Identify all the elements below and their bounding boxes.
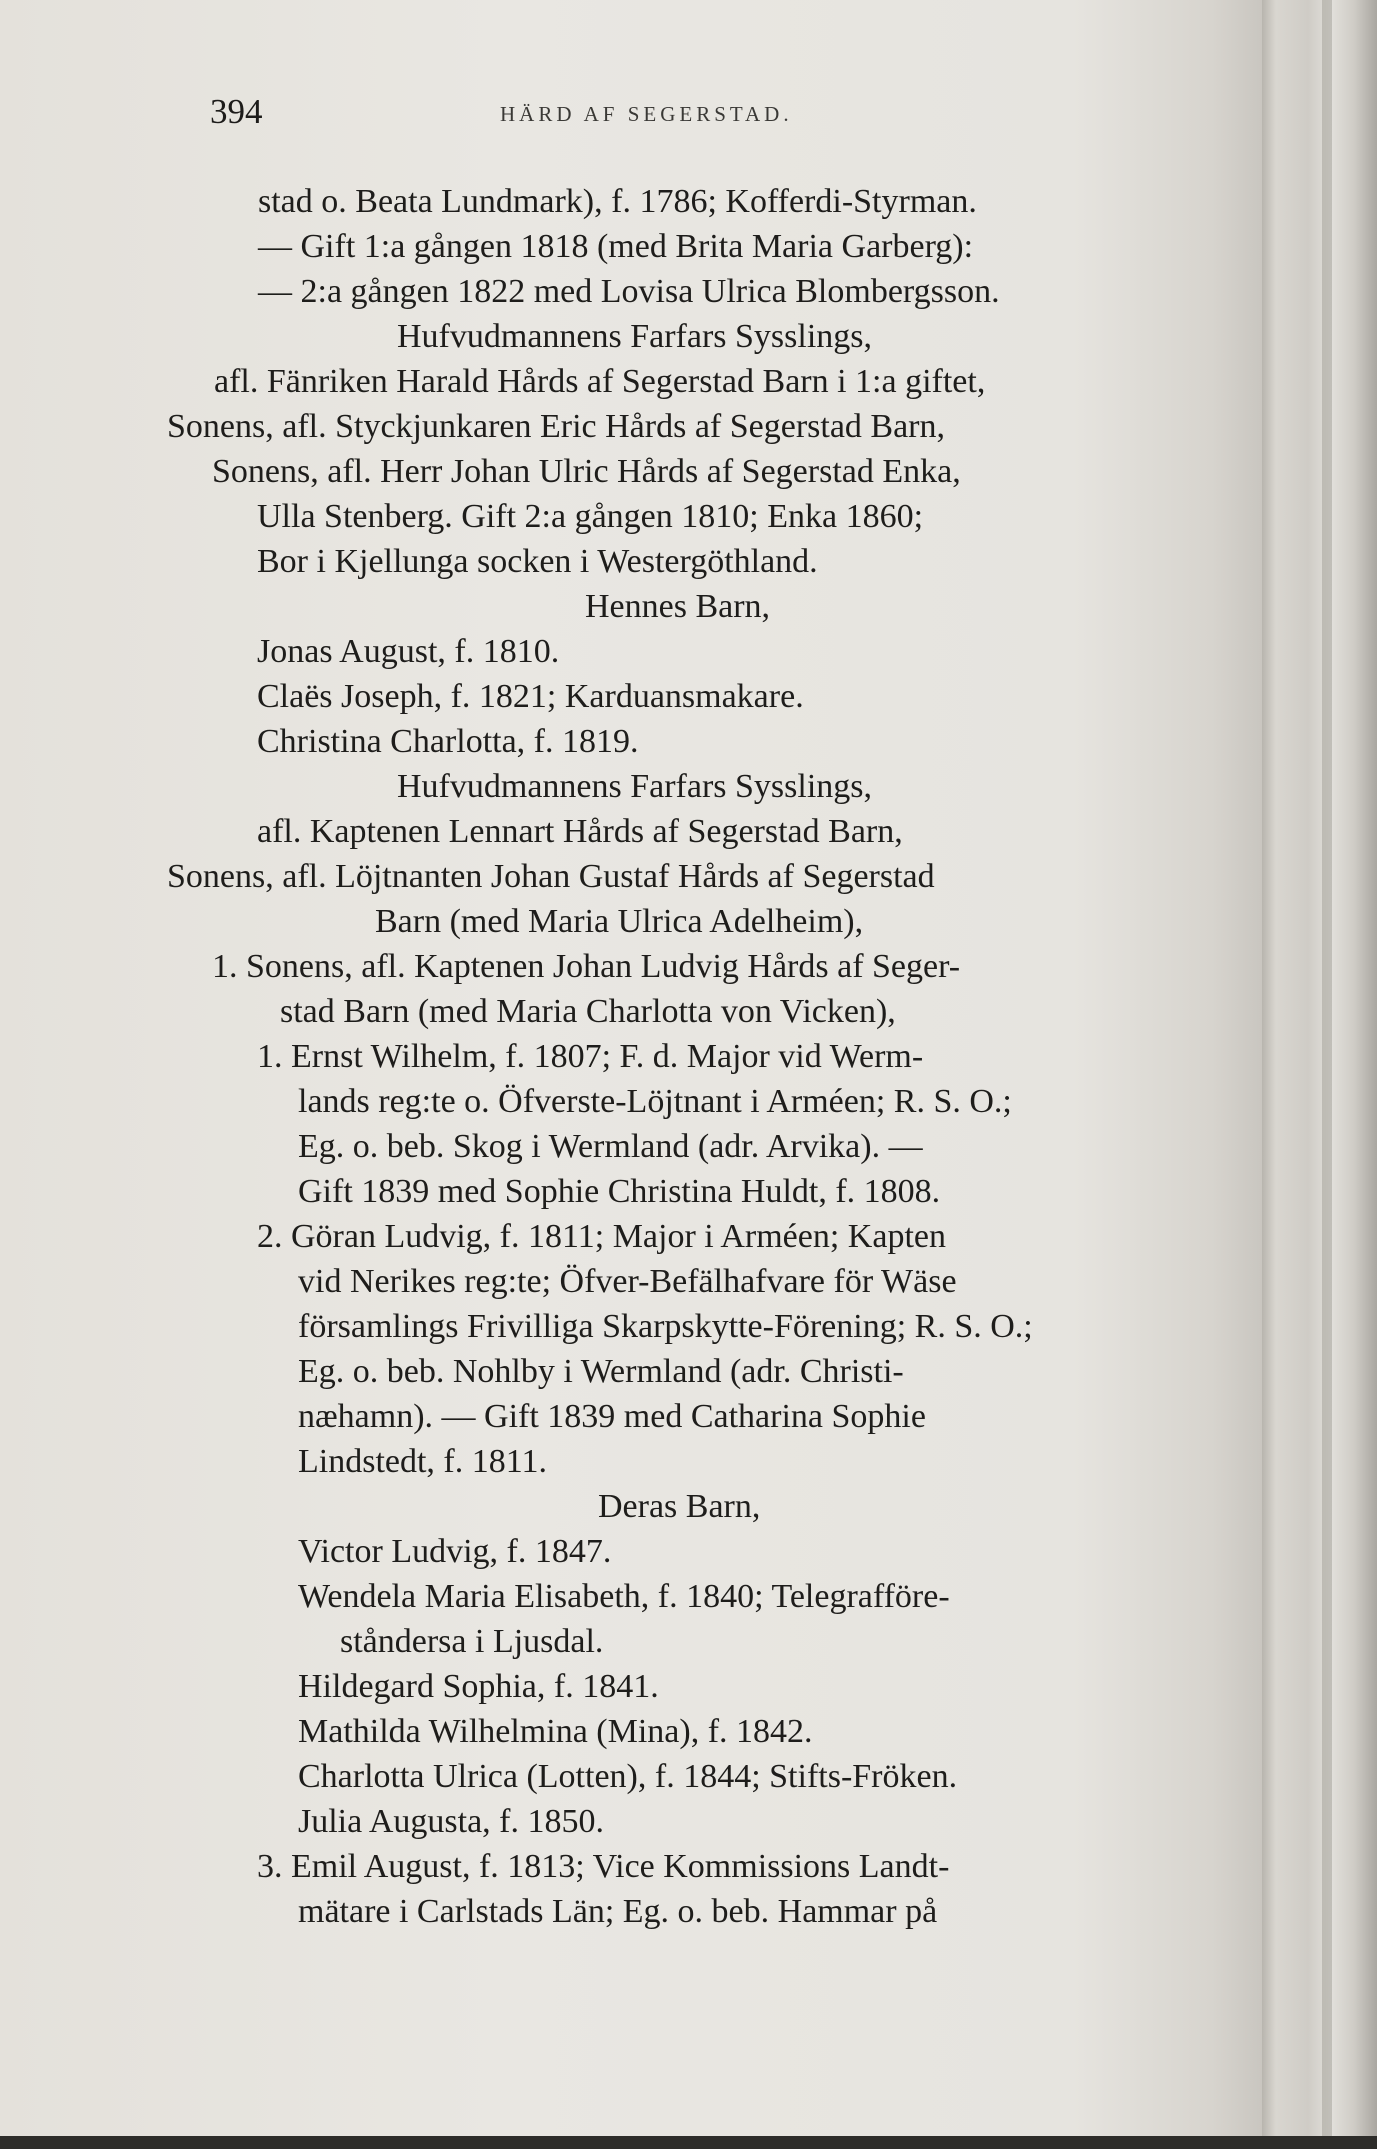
text-line: næhamn). — Gift 1839 med Catharina Sophie — [298, 1398, 926, 1435]
text-line: Jonas August, f. 1810. — [257, 633, 560, 670]
text-line: Claës Joseph, f. 1821; Karduansmakare. — [257, 678, 804, 715]
text-line: afl. Fänriken Harald Hårds af Segerstad Barn i 1:a giftet, — [214, 363, 986, 400]
text-line: Hennes Barn, — [585, 588, 771, 625]
text-line: 2. Göran Ludvig, f. 1811; Major i Arméen; Kapten — [257, 1218, 946, 1255]
bottom-shadow — [0, 2136, 1377, 2149]
text-line: stad Barn (med Maria Charlotta von Vicken), — [280, 993, 896, 1030]
text-line: — 2:a gången 1822 med Lovisa Ulrica Blombergsson. — [258, 273, 1000, 310]
text-line: församlings Frivilliga Skarpskytte-Förening; R. S. O.; — [298, 1308, 1033, 1345]
text-line: ståndersa i Ljusdal. — [340, 1623, 604, 1660]
text-line: Bor i Kjellunga socken i Westergöthland. — [257, 543, 818, 580]
text-line: Gift 1839 med Sophie Christina Huldt, f. 1808. — [298, 1173, 941, 1210]
text-line: Deras Barn, — [598, 1488, 761, 1525]
text-line: Sonens, afl. Styckjunkaren Eric Hårds af Segerstad Barn, — [167, 408, 945, 445]
text-line: vid Nerikes reg:te; Öfver-Befälhafvare för Wäse — [298, 1263, 957, 1300]
page-number: 394 — [210, 92, 263, 131]
running-head: HÄRD AF SEGERSTAD. — [500, 102, 793, 126]
text-line: Sonens, afl. Löjtnanten Johan Gustaf Hårds af Segerstad — [167, 858, 935, 895]
text-line: Hufvudmannens Farfars Sysslings, — [397, 318, 873, 355]
text-line: 1. Ernst Wilhelm, f. 1807; F. d. Major vid Werm- — [257, 1038, 924, 1075]
text-line: — Gift 1:a gången 1818 (med Brita Maria Garberg): — [258, 228, 974, 265]
text-line: Lindstedt, f. 1811. — [298, 1443, 547, 1480]
text-line: Barn (med Maria Ulrica Adelheim), — [375, 903, 864, 940]
page-header — [210, 92, 1190, 140]
text-line: Charlotta Ulrica (Lotten), f. 1844; Stifts-Fröken. — [298, 1758, 958, 1795]
text-line: lands reg:te o. Öfverste-Löjtnant i Arméen; R. S. O.; — [298, 1083, 1012, 1120]
text-line: stad o. Beata Lundmark), f. 1786; Kofferdi-Styrman. — [258, 183, 977, 220]
text-line: Sonens, afl. Herr Johan Ulric Hårds af Segerstad Enka, — [212, 453, 961, 490]
text-line: Victor Ludvig, f. 1847. — [298, 1533, 612, 1570]
text-line: Eg. o. beb. Skog i Wermland (adr. Arvika). — — [298, 1128, 923, 1165]
text-line: 3. Emil August, f. 1813; Vice Kommissions Landt- — [257, 1848, 950, 1885]
text-line: 1. Sonens, afl. Kaptenen Johan Ludvig Hårds af Seger- — [212, 948, 961, 985]
text-line: Wendela Maria Elisabeth, f. 1840; Telegrafföre- — [298, 1578, 950, 1615]
page-edge-shadow — [1322, 0, 1332, 2149]
text-line: Eg. o. beb. Nohlby i Wermland (adr. Christi- — [298, 1353, 904, 1390]
text-line: Hildegard Sophia, f. 1841. — [298, 1668, 659, 1705]
page-edge — [1262, 0, 1377, 2149]
text-line: Hufvudmannens Farfars Sysslings, — [397, 768, 873, 805]
text-line: afl. Kaptenen Lennart Hårds af Segerstad Barn, — [257, 813, 903, 850]
text-line: Mathilda Wilhelmina (Mina), f. 1842. — [298, 1713, 813, 1750]
text-line: Julia Augusta, f. 1850. — [298, 1803, 604, 1840]
text-line: mätare i Carlstads Län; Eg. o. beb. Hammar på — [298, 1893, 938, 1930]
text-line: Ulla Stenberg. Gift 2:a gången 1810; Enka 1860; — [257, 498, 924, 535]
text-line: Christina Charlotta, f. 1819. — [257, 723, 639, 760]
